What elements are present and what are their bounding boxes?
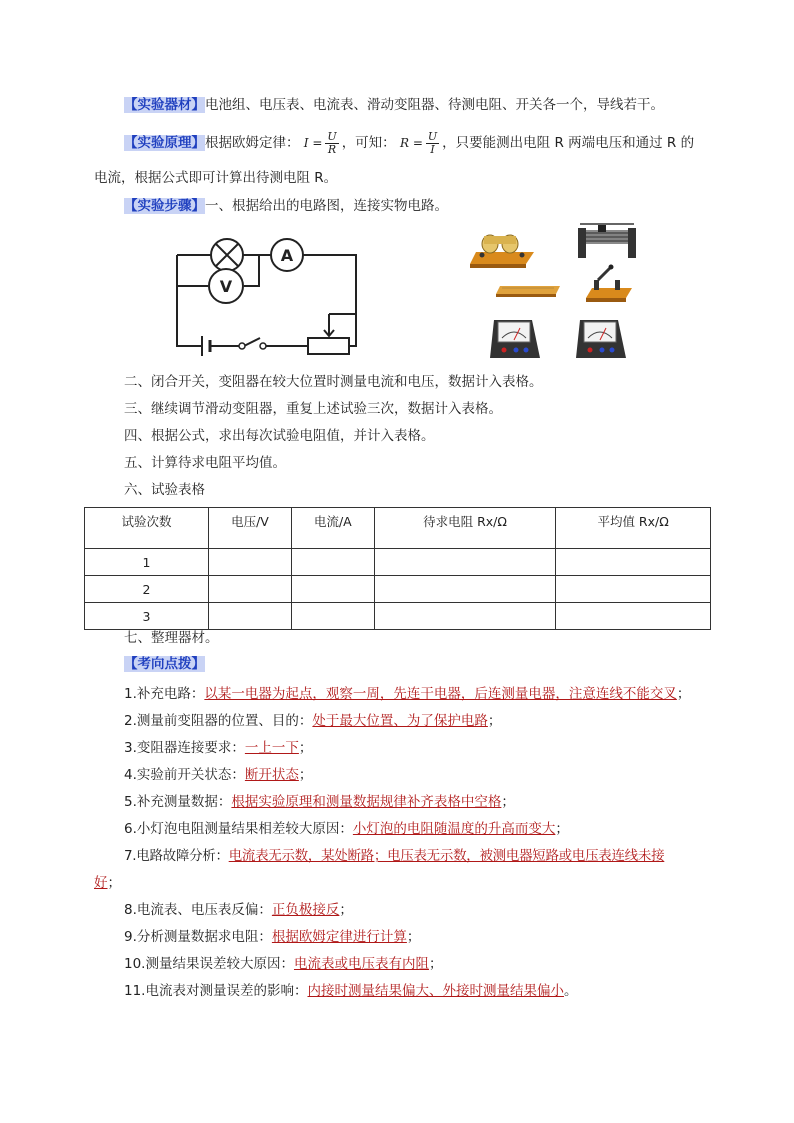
tip-end: ；: [501, 794, 515, 810]
cell: [374, 603, 555, 630]
tip-end: ；: [298, 740, 313, 756]
principle-tag: 【实验原理】: [124, 135, 205, 151]
step-1: 一、根据给出的电路图，连接实物电路。: [205, 198, 448, 214]
tip-answer: 好: [94, 875, 108, 891]
circuit-diagram: [170, 228, 360, 358]
step-3: 三、继续调节滑动变阻器，重复上述试验三次，数据计入表格。: [124, 401, 502, 417]
equipment-images: [470, 222, 640, 362]
tip-item: [124, 684, 690, 704]
tip-answer: 正负极接反: [271, 902, 340, 918]
cell: [374, 576, 555, 603]
row-number: 2: [85, 576, 209, 603]
tip-item: [124, 981, 577, 1001]
tip-answer: 根据欧姆定律进行计算: [271, 929, 407, 945]
voltmeter-label: V: [219, 277, 233, 296]
experiment-table: [84, 507, 711, 630]
formula1-numerator: U: [327, 129, 337, 143]
tip-answer: 电流表无示数，某处断路；电压表无示数，被测电器短路或电压表连线未接: [228, 848, 665, 864]
tip-item-continuation: [94, 873, 121, 893]
steps-tag: 【实验步骤】: [124, 198, 205, 214]
tip-answer: 断开状态: [244, 767, 299, 783]
formula2-fraction: [426, 131, 439, 156]
ammeter-image: [490, 320, 540, 358]
tip-item: [124, 927, 420, 947]
header-trial: 试验次数: [85, 508, 209, 549]
tip-end: ；: [676, 686, 691, 702]
formula1-fraction: [325, 131, 338, 156]
cell: [556, 576, 711, 603]
tip-end: ；: [428, 956, 443, 972]
tip-question: 3.变阻器连接要求：: [124, 740, 245, 756]
principle-line2: 电流，根据公式即可计算出待测电阻 R。: [94, 170, 338, 186]
tip-end: ；: [406, 929, 421, 945]
step-6: 六、试验表格: [124, 482, 205, 498]
tip-question: 11.电流表对测量误差的影响：: [124, 983, 308, 999]
tip-end: ；: [298, 767, 313, 783]
tip-item: [124, 792, 515, 812]
lamp-icon: [211, 239, 243, 271]
tip-answer: 根据实验原理和测量数据规律补齐表格中空格: [231, 794, 502, 810]
tip-end: ；: [555, 821, 569, 837]
cell: [209, 549, 292, 576]
tip-answer: 处于最大位置、为了保护电路: [312, 713, 488, 729]
tip-end: ；: [107, 875, 121, 891]
row-number: 3: [85, 603, 209, 630]
tip-question: 2.测量前变阻器的位置、目的：: [124, 713, 313, 729]
tip-end: ；: [487, 713, 502, 729]
ammeter-label: A: [280, 246, 294, 265]
step-4: 四、根据公式，求出每次试验电阻值，并计入表格。: [124, 428, 435, 444]
cell: [291, 576, 374, 603]
resistor-board-image: [496, 286, 560, 297]
voltmeter-icon: [209, 269, 243, 303]
rheostat-image: [578, 224, 636, 258]
steps-line1: [124, 196, 448, 216]
materials-text: 电池组、电压表、电流表、滑动变阻器、待测电阻、开关各一个，导线若干。: [205, 97, 664, 113]
table-row: [85, 603, 711, 630]
tip-item: [124, 900, 353, 920]
tip-item: [124, 846, 664, 866]
header-average: 平均值 Rx/Ω: [556, 508, 711, 549]
tip-answer: 电流表或电压表有内阻: [293, 956, 429, 972]
cell: [374, 549, 555, 576]
voltmeter-image: [576, 320, 626, 358]
tip-question: 4.实验前开关状态：: [124, 767, 245, 783]
tip-item: [124, 711, 501, 731]
table-header-row: [85, 508, 711, 549]
tip-question: 6.小灯泡电阻测量结果相差较大原因：: [124, 821, 353, 837]
battery-holder-image: [470, 235, 534, 268]
formula1-denominator: R: [327, 142, 337, 156]
circuit-wire-left: [177, 255, 202, 346]
step-2: 二、闭合开关，变阻器在较大位置时测量电流和电压，数据计入表格。: [124, 374, 543, 390]
tip-item: [124, 954, 442, 974]
principle-mid: ，可知：: [341, 135, 396, 151]
cell: [291, 549, 374, 576]
header-current: 电流/A: [291, 508, 374, 549]
header-voltage: 电压/V: [209, 508, 292, 549]
cell: [556, 603, 711, 630]
ammeter-icon: [271, 239, 303, 271]
tip-item: [124, 738, 312, 758]
cell: [556, 549, 711, 576]
cell: [209, 576, 292, 603]
tip-item: [124, 819, 569, 839]
formula2-numerator: U: [427, 129, 438, 143]
tip-answer: 以某一电器为起点，观察一周，先连干电器，后连测量电器，注意连线不能交叉: [204, 686, 677, 702]
tip-end: ；: [339, 902, 353, 918]
formula1-lhs: I =: [303, 136, 323, 150]
header-resistance: 待求电阻 Rx/Ω: [374, 508, 555, 549]
cell: [291, 603, 374, 630]
step-7: 七、整理器材。: [124, 630, 219, 646]
tip-question: 5.补充测量数据：: [124, 794, 232, 810]
tips-tag: 【考向点拨】: [124, 656, 205, 672]
tip-question: 7.电路故障分析：: [124, 848, 229, 864]
formula2-lhs: R =: [399, 136, 423, 150]
table-row: [85, 549, 711, 576]
tip-question: 1.补充电路：: [124, 686, 205, 702]
tips-heading: [124, 654, 205, 674]
principle-line: [124, 130, 694, 156]
tip-answer: 一上一下: [244, 740, 299, 756]
tip-question: 8.电流表、电压表反偏：: [124, 902, 272, 918]
tip-question: 9.分析测量数据求电阻：: [124, 929, 272, 945]
formula2-denominator: I: [430, 142, 435, 156]
tip-question: 10.测量结果误差较大原因：: [124, 956, 294, 972]
materials-line: [124, 95, 664, 115]
principle-intro: 根据欧姆定律：: [205, 135, 300, 151]
tip-item: [124, 765, 312, 785]
row-number: 1: [85, 549, 209, 576]
step-5: 五、计算待求电阻平均值。: [124, 455, 286, 471]
tip-answer: 内接时测量结果偏大、外接时测量结果偏小: [307, 983, 564, 999]
materials-tag: 【实验器材】: [124, 97, 205, 113]
principle-tail: ，只要能测出电阻 R 两端电压和通过 R 的: [442, 135, 695, 151]
knife-switch-image: [586, 265, 632, 303]
tip-answer: 小灯泡的电阻随温度的升高而变大: [352, 821, 556, 837]
table-row: [85, 576, 711, 603]
cell: [209, 603, 292, 630]
tip-end: 。: [563, 983, 578, 999]
